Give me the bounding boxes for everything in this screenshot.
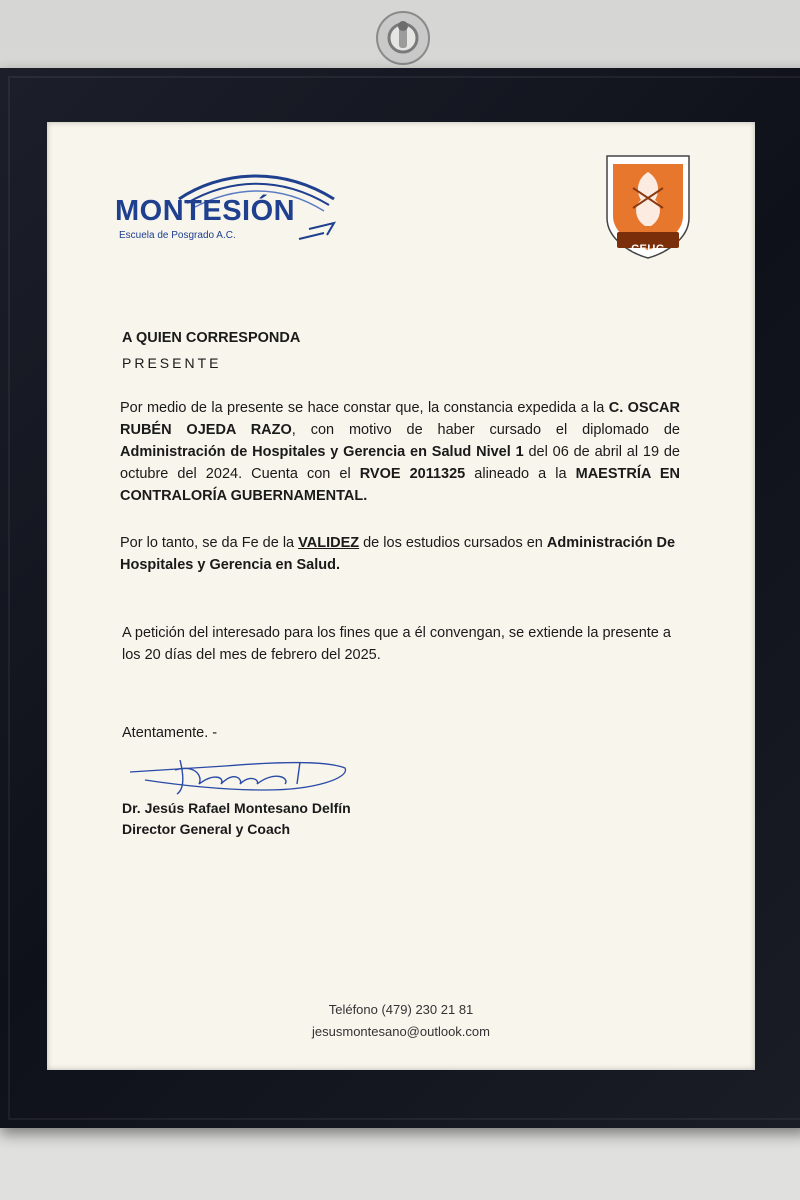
paragraph-1 bbox=[120, 397, 680, 507]
p2-text: Por lo tanto, se da Fe de la bbox=[120, 535, 299, 551]
signer-title: Director General y Coach bbox=[122, 821, 291, 837]
montesion-logo bbox=[115, 167, 335, 257]
p1-text: Por medio de la presente se hace constar que, la constancia expedida a la bbox=[120, 400, 609, 416]
paragraph-3: A petición del interesado para los fines que a él convengan, se extiende la presente a los 20 días del mes de febrero del 2025. bbox=[122, 625, 671, 663]
p1-text: , con motivo de haber cursado el diplomado de bbox=[291, 422, 680, 438]
letter-sheet bbox=[47, 122, 755, 1070]
p2-text: de los estudios cursados en bbox=[359, 535, 547, 551]
ceug-crest bbox=[603, 148, 693, 260]
validity-word: VALIDEZ bbox=[298, 535, 360, 551]
closing: Atentamente. - bbox=[122, 725, 218, 741]
crest-label: CEUG bbox=[631, 243, 665, 255]
rvoe-number: RVOE 2011325 bbox=[359, 466, 466, 482]
recipient-name: C. OSCAR RUBÉN OJEDA RAZO bbox=[120, 400, 680, 438]
signer-name: Dr. Jesús Rafael Montesano Delfín bbox=[122, 800, 351, 816]
p1-text: del 06 de abril al 19 de octubre del 2024. Cuenta con el bbox=[120, 444, 680, 482]
diploma-name: Administración de Hospitales y Gerencia en Salud Nivel 1 bbox=[120, 444, 524, 460]
letter-heading: A QUIEN CORRESPONDA bbox=[122, 330, 301, 346]
p1-text: alineado a la bbox=[465, 466, 576, 482]
school-subtitle: Escuela de Posgrado A.C. bbox=[119, 230, 236, 241]
signature-image bbox=[125, 750, 355, 800]
school-name: MONTESIÓN bbox=[115, 195, 296, 227]
masters-name: MAESTRÍA EN CONTRALORÍA GUBERNAMENTAL. bbox=[120, 466, 680, 504]
footer-email: jesusmontesano@outlook.com bbox=[312, 1024, 490, 1039]
letter-presente: PRESENTE bbox=[122, 355, 222, 371]
paragraph-2 bbox=[120, 532, 680, 576]
footer-phone: Teléfono (479) 230 21 81 bbox=[328, 1002, 474, 1017]
studies-name: Administración De Hospitales y Gerencia en Salud. bbox=[120, 535, 676, 573]
wall-hook bbox=[370, 8, 436, 74]
